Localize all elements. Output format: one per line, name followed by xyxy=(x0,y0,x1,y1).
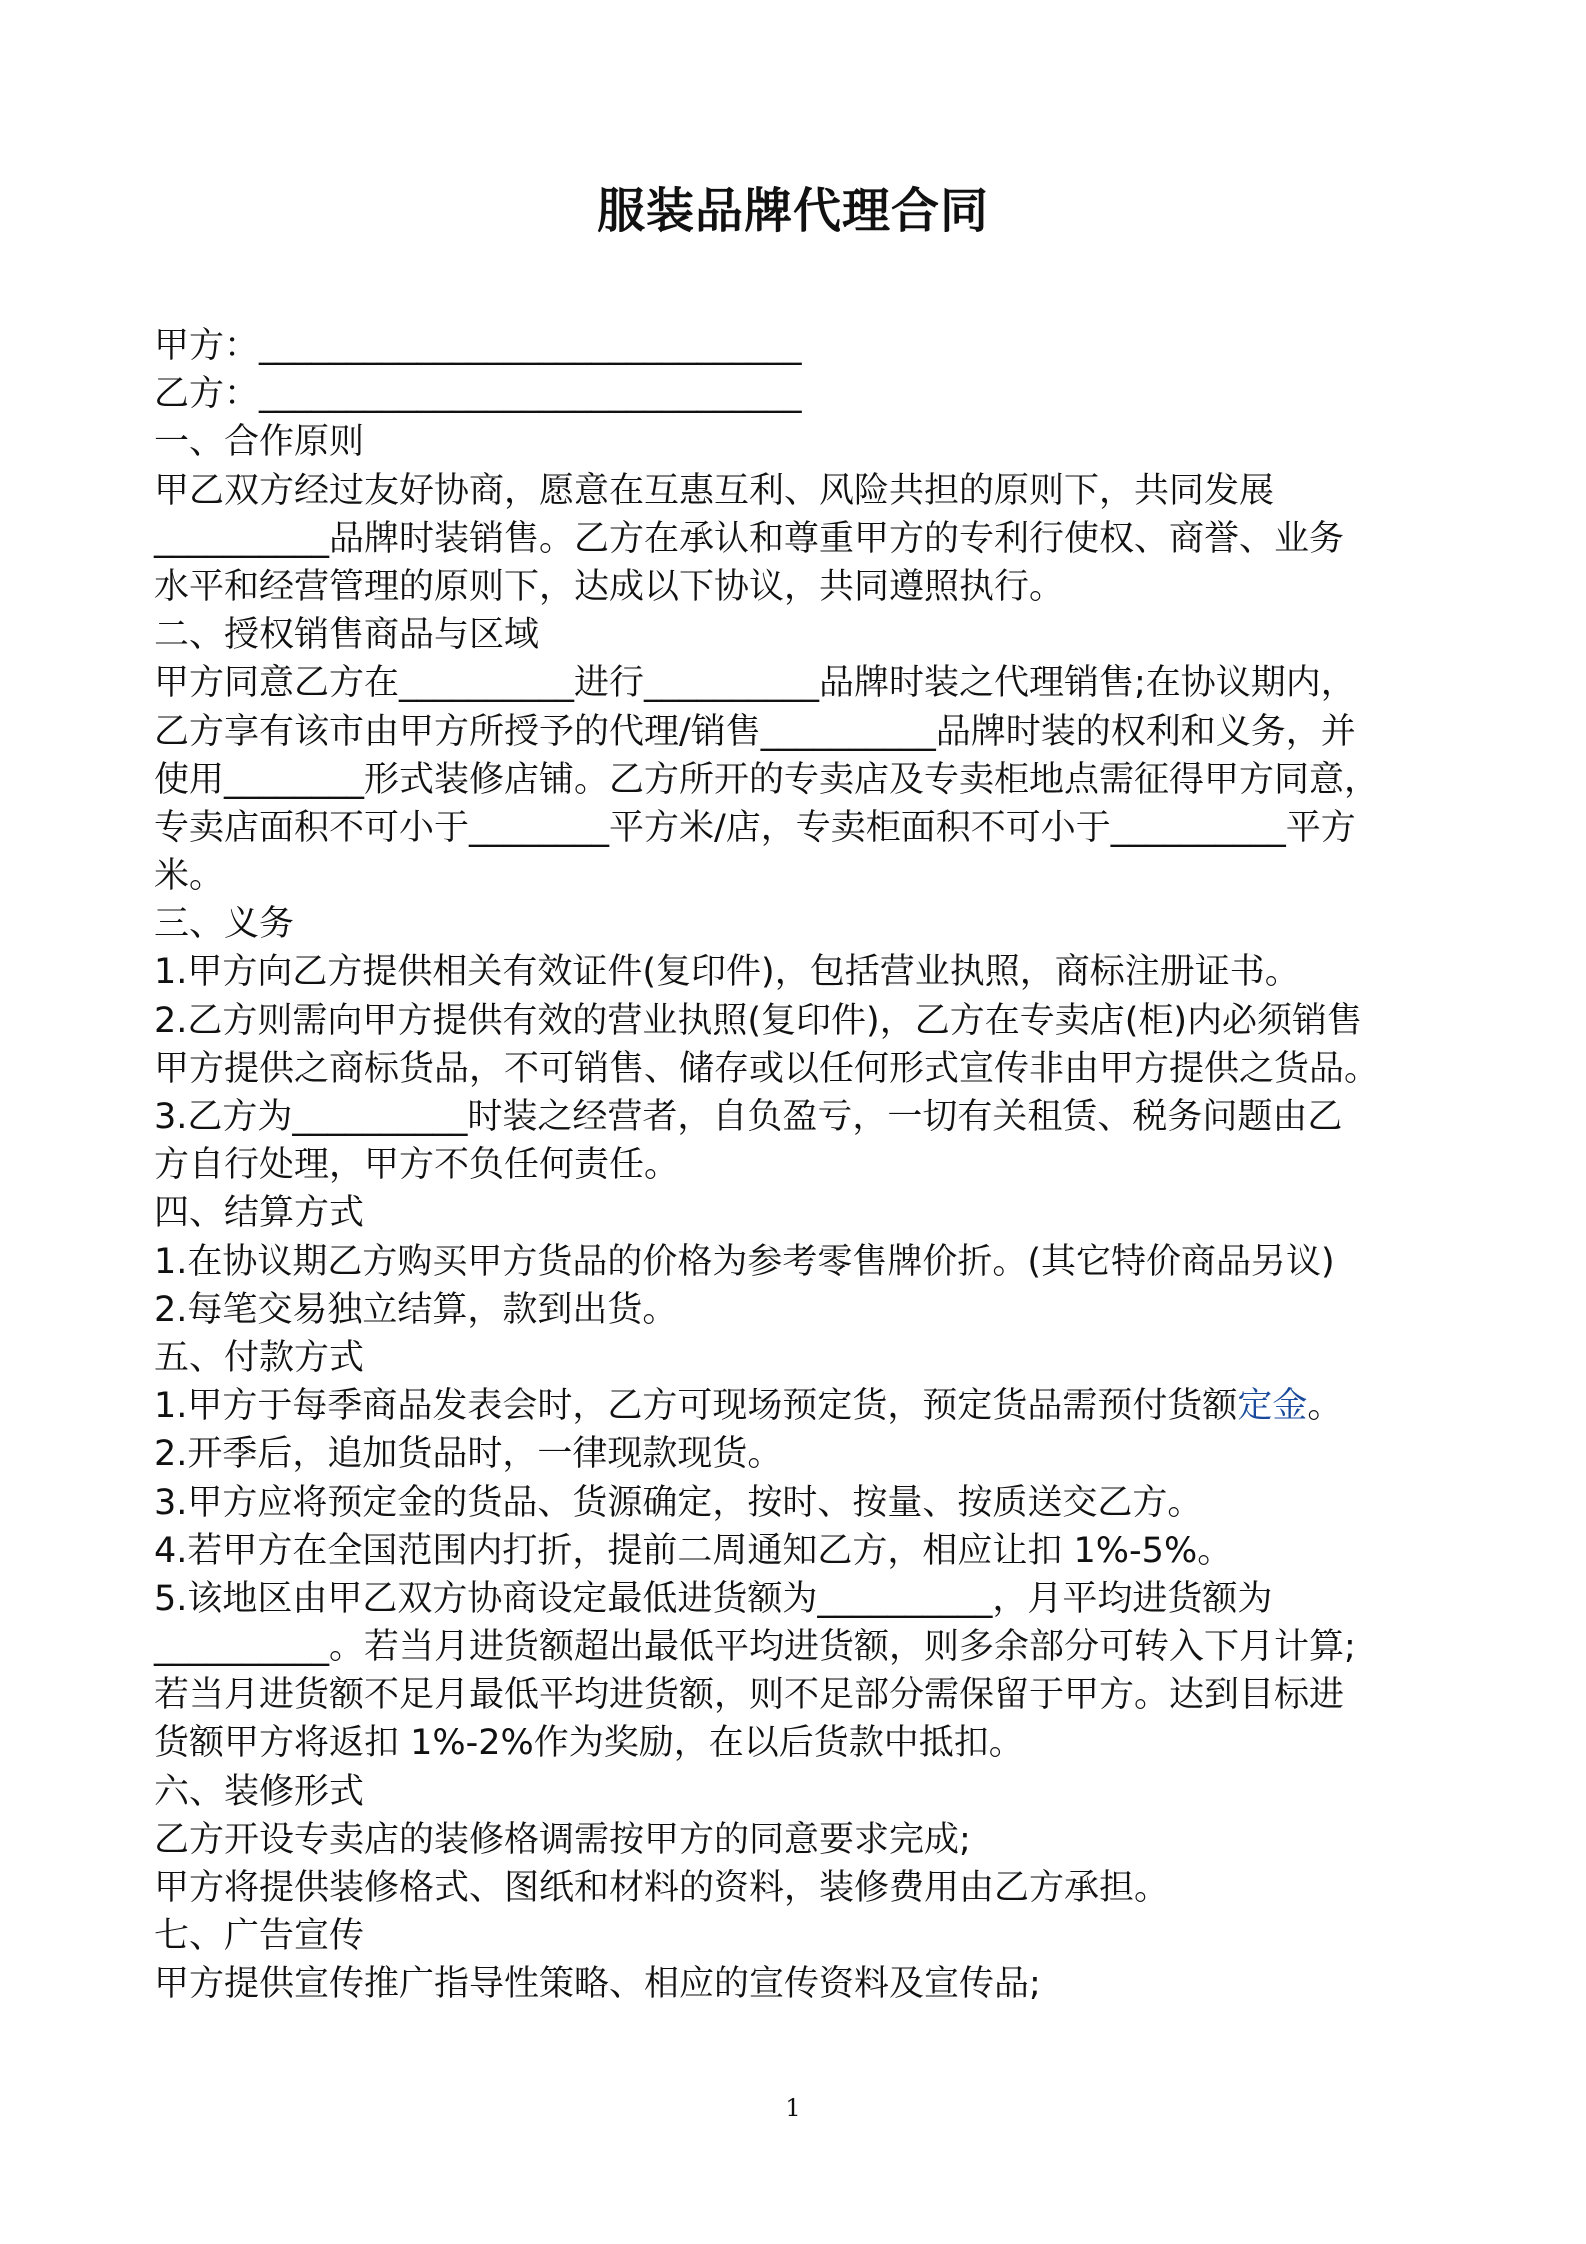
paragraph-line: 甲方提供之商标货品，不可销售、储存或以任何形式宣传非由甲方提供之货品。 xyxy=(154,1048,1380,1089)
section-heading-2: 二、授权销售商品与区域 xyxy=(154,615,540,656)
section-heading-6: 六、装修形式 xyxy=(154,1771,365,1812)
paragraph-line: 若当月进货额不足月最低平均进货额，则不足部分需保留于甲方。达到目标进 xyxy=(154,1675,1345,1716)
paragraph-line: 方自行处理，甲方不负任何责任。 xyxy=(154,1145,680,1186)
paragraph-line: 3.乙方为__________时装之经营者，自负盈亏，一切有关租赁、税务问题由乙 xyxy=(154,1097,1343,1137)
party-b-line: 乙方：_______________________________ xyxy=(154,374,802,415)
section-heading-7: 七、广告宣传 xyxy=(154,1916,365,1957)
paragraph-line: 2.每笔交易独立结算，款到出货。 xyxy=(154,1289,678,1330)
paragraph-line: 2.乙方则需向甲方提供有效的营业执照(复印件)，乙方在专卖店(柜)内必须销售 xyxy=(154,1000,1363,1041)
section-heading-5: 五、付款方式 xyxy=(154,1337,365,1378)
paragraph-line: 货额甲方将返扣 1%-2%作为奖励，在以后货款中抵扣。 xyxy=(154,1723,1024,1764)
paragraph-line: 甲方同意乙方在__________进行__________品牌时装之代理销售;在协议期内， xyxy=(154,663,1356,704)
paragraph-line: 5.该地区由甲乙双方协商设定最低进货额为__________，月平均进货额为 xyxy=(154,1578,1273,1619)
paragraph-line: 3.甲方应将预定金的货品、货源确定，按时、按量、按质送交乙方。 xyxy=(154,1482,1203,1523)
page-number: 1 xyxy=(785,2094,801,2122)
paragraph-line xyxy=(154,1382,1450,1430)
paragraph-line: 米。 xyxy=(154,856,225,897)
paragraph-line: 使用________形式装修店铺。乙方所开的专卖店及专卖柜地点需征得甲方同意， xyxy=(154,759,1380,800)
paragraph-text: 。 xyxy=(1307,1386,1343,1427)
paragraph-line: 2.开季后，追加货品时，一律现款现货。 xyxy=(154,1434,783,1475)
paragraph-line: 甲乙双方经过友好协商，愿意在互惠互利、风险共担的原则下，共同发展 xyxy=(154,470,1275,511)
paragraph-line: 乙方享有该市由甲方所授予的代理/销售__________品牌时装的权利和义务，并 xyxy=(154,711,1356,752)
paragraph-line: __________品牌时装销售。乙方在承认和尊重甲方的专利行使权、商誉、业务 xyxy=(154,518,1345,559)
contract-body xyxy=(154,322,1450,2009)
paragraph-line: 1.在协议期乙方购买甲方货品的价格为参考零售牌价折。(其它特价商品另议) xyxy=(154,1241,1335,1282)
paragraph-line: 4.若甲方在全国范围内打折，提前二周通知乙方，相应让扣 1%-5%。 xyxy=(154,1530,1233,1571)
paragraph-text: 1.甲方于每季商品发表会时，乙方可现场预定货，预定货品需预付货额 xyxy=(154,1386,1238,1427)
party-a-line: 甲方：_______________________________ xyxy=(154,326,802,366)
paragraph-line: 水平和经营管理的原则下，达成以下协议，共同遵照执行。 xyxy=(154,566,1065,607)
paragraph-line: 1.甲方向乙方提供相关有效证件(复印件)，包括营业执照，商标注册证书。 xyxy=(154,952,1300,993)
section-heading-4: 四、结算方式 xyxy=(154,1193,365,1234)
section-heading-3: 三、义务 xyxy=(154,904,295,945)
section-heading-1: 一、合作原则 xyxy=(154,422,365,463)
document-title: 服装品牌代理合同 xyxy=(596,183,989,239)
paragraph-line: 乙方开设专卖店的装修格调需按甲方的同意要求完成; xyxy=(154,1819,971,1860)
paragraph-line: __________。若当月进货额超出最低平均进货额，则多余部分可转入下月计算; xyxy=(154,1627,1356,1668)
paragraph-line: 甲方将提供装修格式、图纸和材料的资料，装修费用由乙方承担。 xyxy=(154,1868,1170,1908)
paragraph-line: 甲方提供宣传推广指导性策略、相应的宣传资料及宣传品; xyxy=(154,1964,1041,2005)
paragraph-line: 专卖店面积不可小于________平方米/店，专卖柜面积不可小于__________平方 xyxy=(154,807,1356,848)
deposit-link[interactable]: 定金 xyxy=(1237,1386,1308,1427)
